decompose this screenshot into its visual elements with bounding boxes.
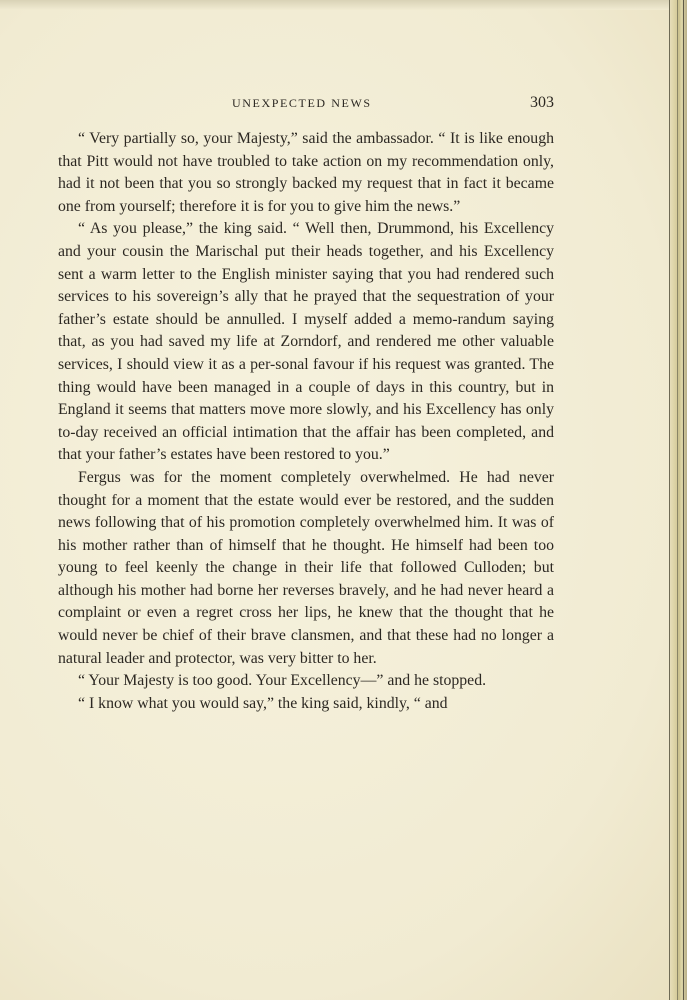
spine-line bbox=[677, 0, 678, 1000]
page-number: 303 bbox=[530, 94, 554, 111]
book-spine-edge bbox=[669, 0, 687, 1000]
paragraph: “ I know what you would say,” the king said, kindly, “ and bbox=[78, 694, 448, 712]
running-header bbox=[58, 94, 554, 116]
spine-line bbox=[669, 0, 670, 1000]
paragraph: “ As you please,” the king said. “ Well then, Drummond, his Excellency and your cousin the Marischal put their heads together, and his Excellency sent a warm letter to the English minister saying that you had rendered such services to his sovereign’s ally that he prayed that the sequestration of your father’s estate should be annulled. I myself added a memo-randum saying that, as you had saved my life at Zorndorf, and rendered me other valuable services, I should view it as a per-sonal favour if his request was granted. The thing would have been managed in a couple of days in this country, but in England it seems that matters move more slowly, and his Excellency has only to-day received an official intimation that the affair has been completed, and that your father’s estates have been restored to you.” bbox=[58, 220, 554, 464]
paragraph: “ Your Majesty is too good. Your Excellency—” and he stopped. bbox=[78, 672, 487, 690]
page-top-edge bbox=[0, 0, 687, 10]
paragraph: Fergus was for the moment completely overwhelmed. He had never thought for a moment that the estate would ever be restored, and the sudden news following that of his promotion completely overwhelmed him. It was of his mother rather than of himself that he thought. He himself had been too young to feel keenly the change in their life that followed Culloden; but although his mother had borne her reverses bravely, and he had never heard a complaint or even a regret cross her lips, he knew that the thought that he would never be chief of their brave clansmen, and that these had no longer a natural leader and protector, was very bitter to her. bbox=[58, 468, 554, 667]
spine-line bbox=[683, 0, 684, 1000]
running-title: UNEXPECTED NEWS bbox=[232, 96, 372, 110]
body-text bbox=[58, 128, 554, 715]
paragraph: “ Very partially so, your Majesty,” said the ambassador. “ It is like enough that Pitt would not have troubled to take action on my recommendation only, had it not been that you so strongly backed my request that in fact it became one from yourself; therefore it is for you to give him the news.” bbox=[58, 130, 554, 215]
